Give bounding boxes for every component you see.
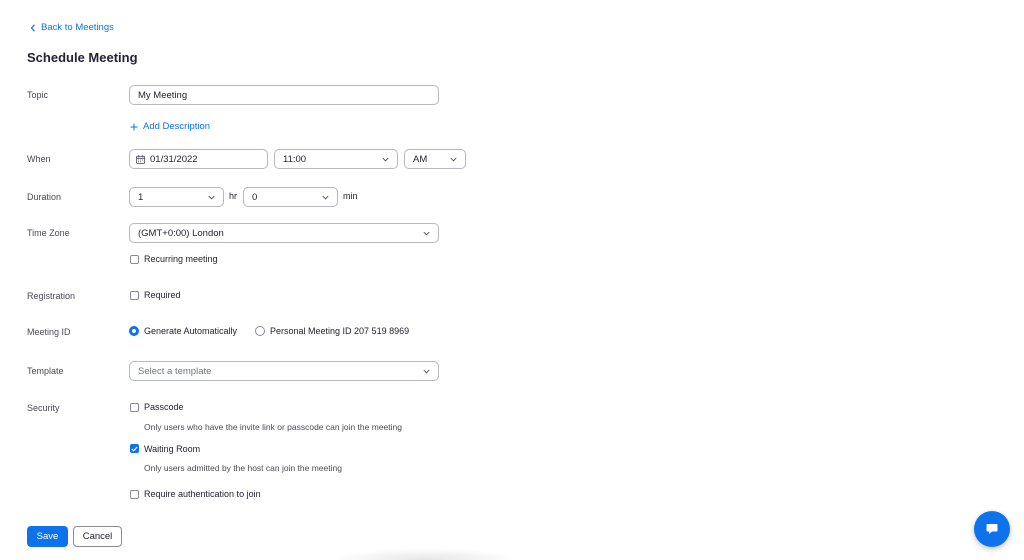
generate-automatically-label: Generate Automatically: [144, 326, 238, 336]
date-value: 01/31/2022: [150, 153, 198, 165]
chevron-down-icon: [207, 193, 215, 201]
ampm-value: AM: [413, 153, 428, 165]
chevron-left-icon: [30, 24, 36, 32]
recurring-meeting-checkbox[interactable]: [130, 255, 139, 264]
require-authentication-label: Require authentication to join: [144, 489, 261, 499]
chevron-down-icon: [449, 155, 457, 163]
personal-meeting-id-radio[interactable]: [255, 326, 265, 336]
waiting-room-label: Waiting Room: [144, 444, 201, 454]
passcode-checkbox[interactable]: [130, 403, 139, 412]
passcode-label: Passcode: [144, 402, 184, 412]
back-to-meetings-link[interactable]: [30, 22, 114, 33]
add-description-link[interactable]: [130, 121, 210, 132]
require-authentication-checkbox[interactable]: [130, 490, 139, 499]
passcode-hint: Only users who have the invite link or passcode can join the meeting: [144, 422, 402, 432]
add-description-label: Add Description: [143, 121, 211, 132]
chevron-down-icon: [422, 229, 430, 237]
duration-hours-value: 1: [138, 191, 144, 203]
cancel-button[interactable]: Cancel: [73, 526, 122, 547]
template-label: Template: [27, 366, 64, 376]
checkmark-icon: [131, 446, 138, 452]
hr-unit: hr: [229, 191, 238, 201]
date-picker[interactable]: [129, 149, 268, 169]
waiting-room-checkbox[interactable]: [130, 444, 139, 453]
timezone-value: (GMT+0:00) London: [138, 227, 224, 239]
back-to-meetings-label: Back to Meetings: [41, 22, 114, 33]
duration-hours-select[interactable]: [129, 187, 224, 207]
timezone-label: Time Zone: [27, 228, 70, 238]
generate-automatically-radio[interactable]: [129, 326, 139, 336]
min-unit: min: [343, 191, 358, 201]
chat-bubble-icon: [985, 522, 999, 536]
timezone-select[interactable]: [129, 223, 439, 243]
topic-label: Topic: [27, 90, 49, 100]
registration-label: Registration: [27, 291, 76, 301]
waiting-room-hint: Only users admitted by the host can join the meeting: [144, 463, 342, 473]
chevron-down-icon: [422, 367, 430, 375]
template-placeholder: Select a template: [138, 365, 212, 377]
calendar-icon: [136, 155, 145, 164]
duration-label: Duration: [27, 192, 62, 202]
registration-required-checkbox[interactable]: [130, 291, 139, 300]
template-select[interactable]: [129, 361, 439, 381]
chevron-down-icon: [321, 193, 329, 201]
save-button[interactable]: Save: [27, 526, 68, 547]
security-label: Security: [27, 403, 60, 413]
registration-required-label: Required: [144, 290, 181, 300]
recurring-meeting-label: Recurring meeting: [144, 254, 218, 264]
decorative-shadow: [330, 548, 520, 560]
meeting-id-label: Meeting ID: [27, 327, 71, 337]
duration-minutes-value: 0: [252, 191, 258, 203]
time-value: 11:00: [283, 153, 307, 165]
topic-input[interactable]: [129, 85, 439, 105]
personal-meeting-id-label: Personal Meeting ID 207 519 8969: [270, 326, 410, 336]
when-label: When: [27, 154, 51, 164]
topic-value: My Meeting: [138, 89, 188, 101]
ampm-select[interactable]: [404, 149, 466, 169]
duration-minutes-select[interactable]: [243, 187, 338, 207]
plus-icon: [130, 123, 138, 131]
chevron-down-icon: [381, 155, 389, 163]
chat-button[interactable]: [974, 511, 1010, 547]
page-title: Schedule Meeting: [27, 50, 138, 65]
time-select[interactable]: [274, 149, 398, 169]
